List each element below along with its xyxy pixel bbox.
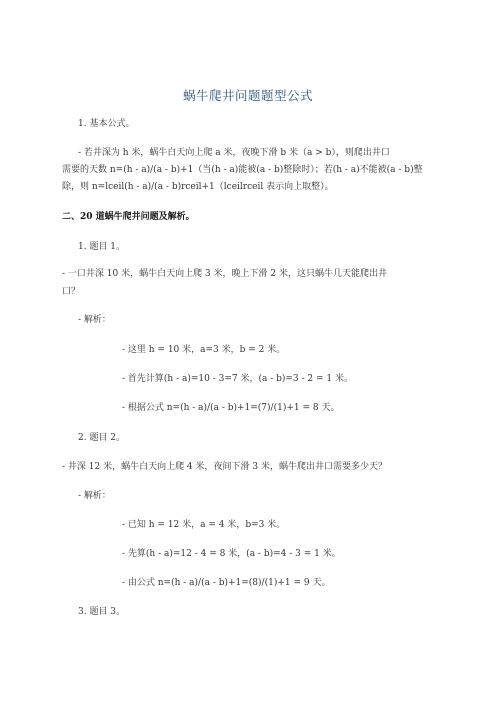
analysis-step: - 先算(h - a)=12 - 4 = 8 米，(a - b)=4 - 3 = 1 米。 xyxy=(122,549,341,559)
question-text: - 一口井深 10 米，蜗牛白天向上爬 3 米，晚上下滑 2 米，这只蜗牛几天能爬出井 xyxy=(62,269,387,279)
question-text: 口？ xyxy=(62,287,81,297)
question-text: - 井深 12 米，蜗牛白天向上爬 4 米，夜间下滑 3 米，蜗牛爬出井口需要多少天？ xyxy=(62,462,387,472)
document-title: 蜗牛爬井问题题型公式 xyxy=(182,88,313,103)
question-heading: 2. 题目 2。 xyxy=(78,433,126,443)
analysis-label: - 解析： xyxy=(78,315,111,325)
formula-line: - 若井深为 h 米，蜗牛白天向上爬 a 米，夜晚下滑 b 米（a > b），则爬出井口 xyxy=(78,148,390,158)
question-heading: 3. 题目 3。 xyxy=(78,607,126,617)
formula-line: 需要的天数 n=(h - a)/(a - b)+1（当(h - a)能被(a - b)整除时）；若(h - a)不能被(a - b)整 xyxy=(62,165,423,175)
analysis-step: - 由公式 n=(h - a)/(a - b)+1=(8)/(1)+1 = 9 天。 xyxy=(122,578,331,588)
formula-line: 除，则 n=lceil(h - a)/(a - b)rceil+1（lceilrceil 表示向上取整）。 xyxy=(62,182,334,192)
analysis-step: - 根据公式 n=(h - a)/(a - b)+1=(7)/(1)+1 = 8 天。 xyxy=(122,403,340,413)
analysis-step: - 首先计算(h - a)=10 - 3=7 米，(a - b)=3 - 2 = 1 米。 xyxy=(122,374,353,384)
analysis-step: - 这里 h = 10 米，a=3 米，b = 2 米。 xyxy=(122,345,286,355)
question-heading: 1. 题目 1。 xyxy=(78,242,126,252)
analysis-step: - 已知 h = 12 米，a = 4 米，b=3 米。 xyxy=(122,520,286,530)
section-heading-problems: 二、20 道蜗牛爬井问题及解析。 xyxy=(62,212,195,222)
section-heading-basic-formula: 1. 基本公式。 xyxy=(78,119,135,129)
analysis-label: - 解析： xyxy=(78,491,111,501)
